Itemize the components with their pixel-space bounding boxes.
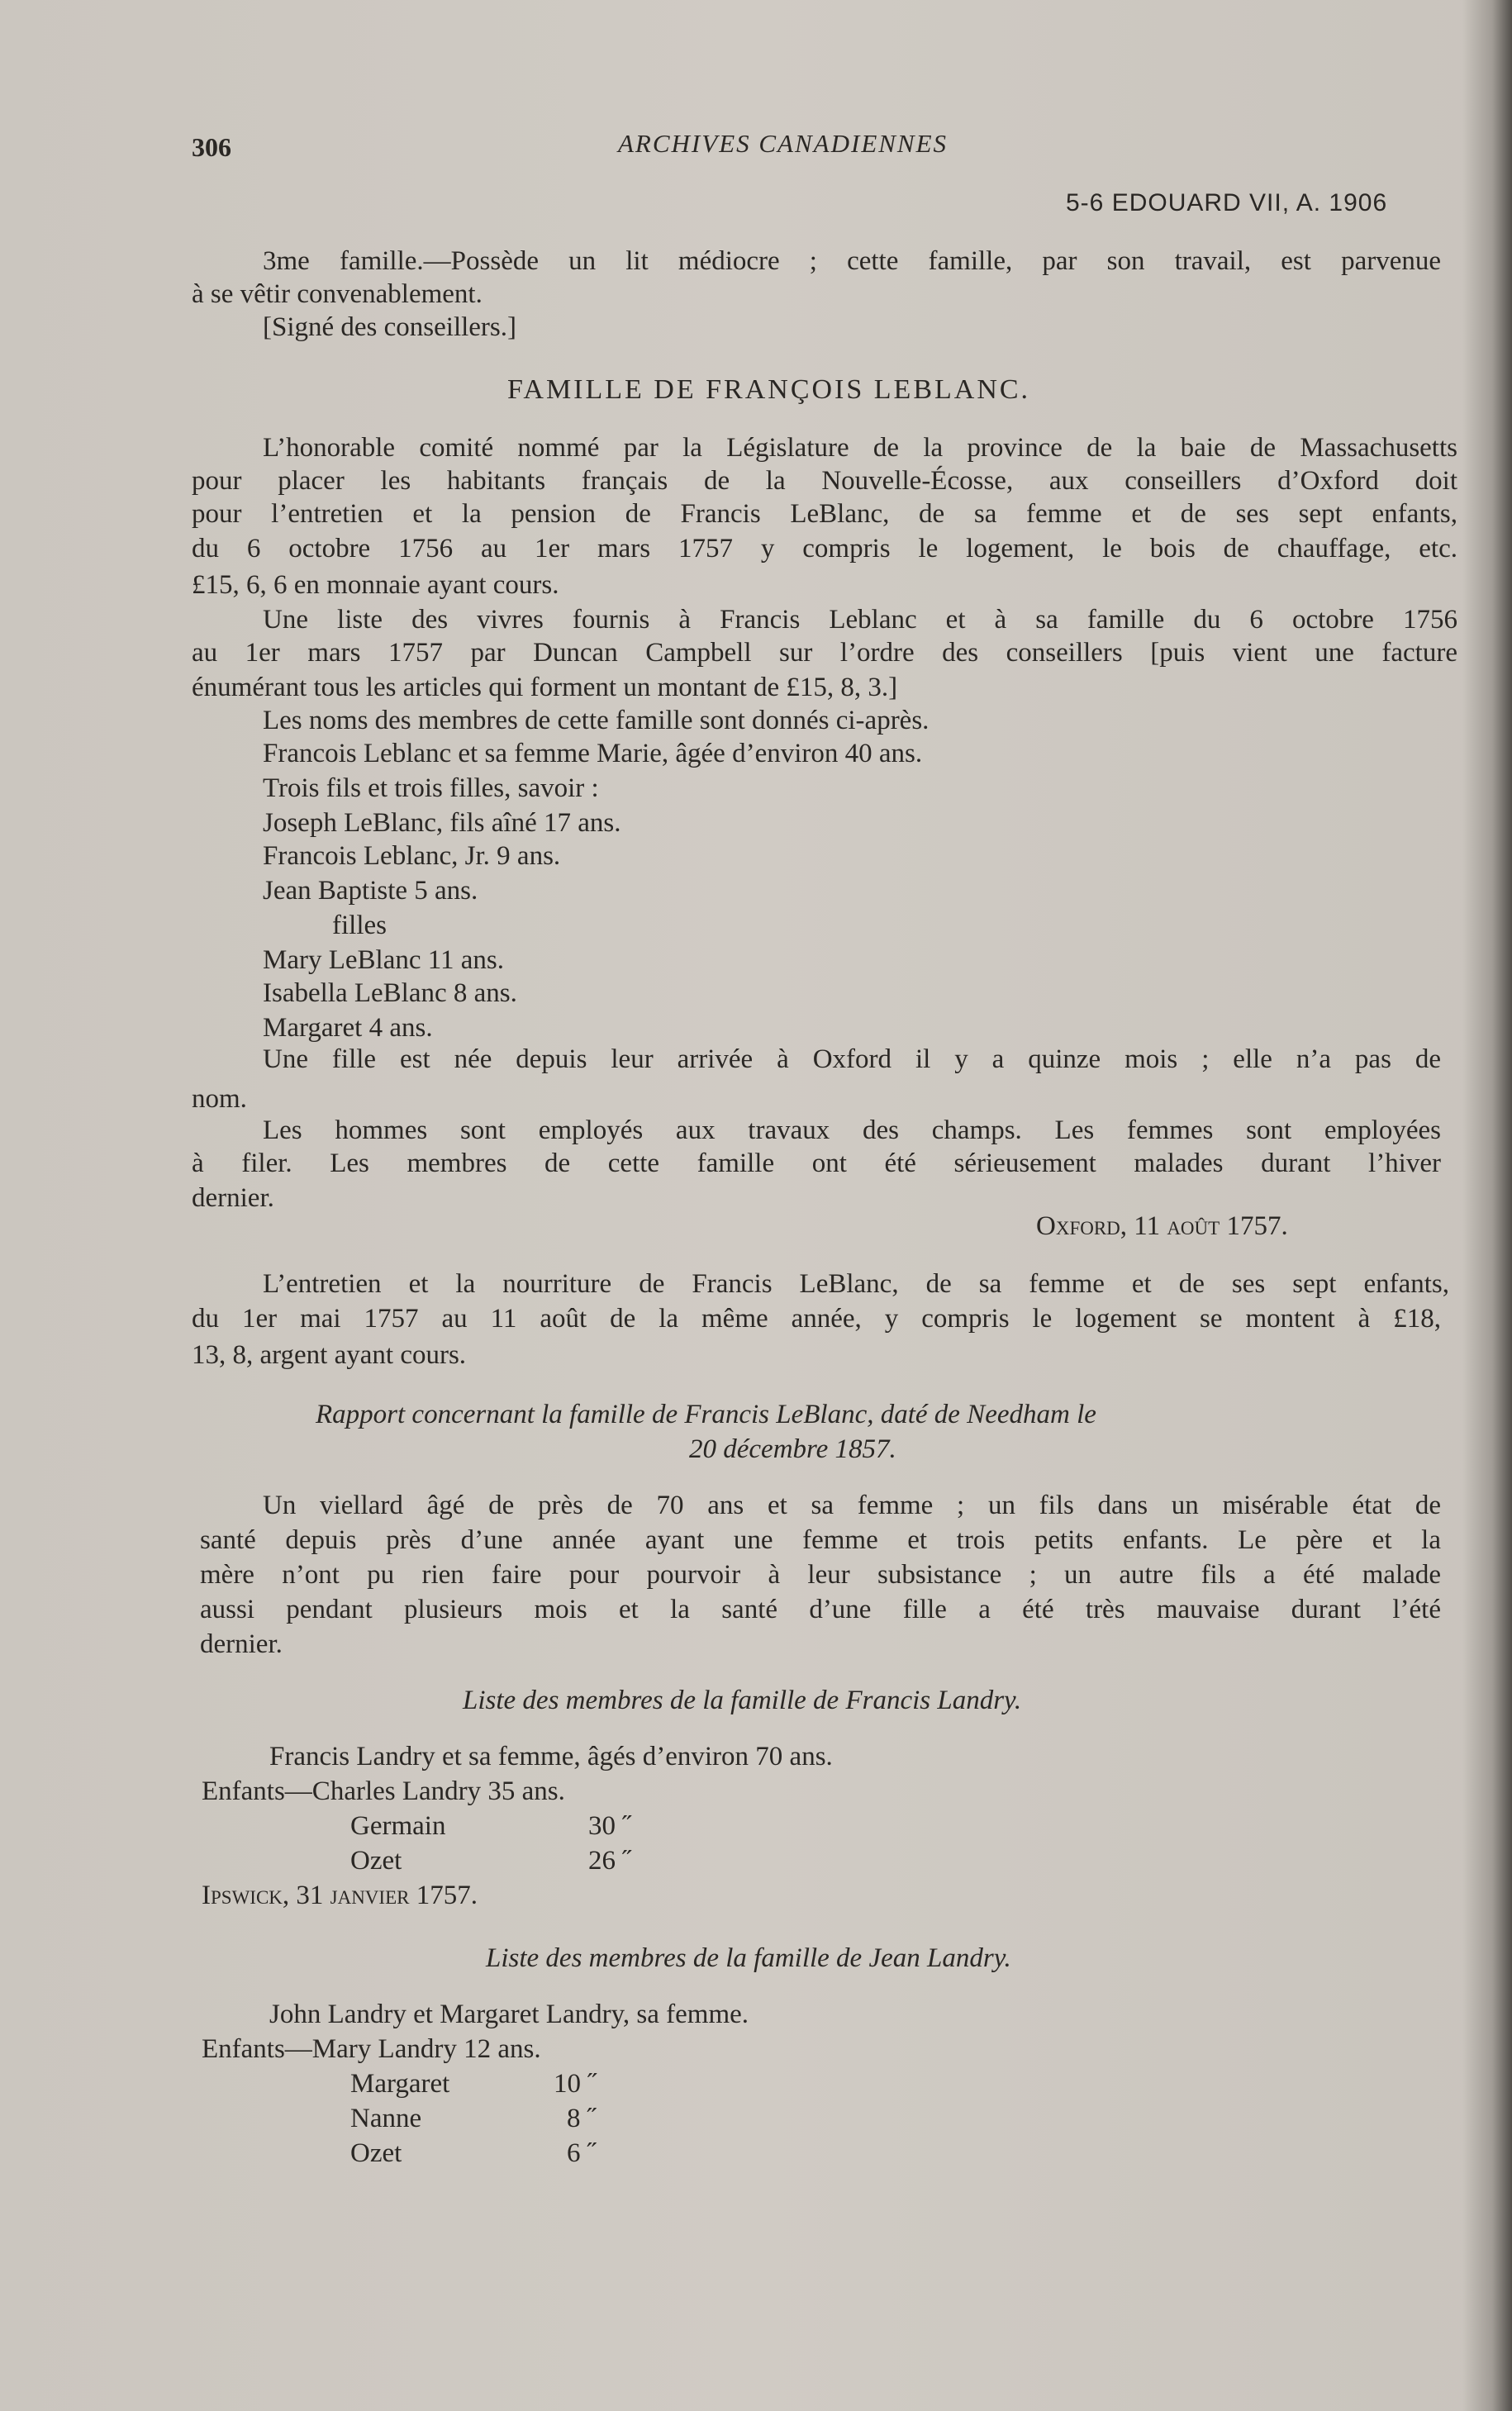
running-title: ARCHIVES CANADIENNES bbox=[618, 129, 949, 158]
text-line: Nanne bbox=[350, 2104, 422, 2133]
section-heading: Liste des membres de la famille de Francis Landry. bbox=[463, 1686, 1022, 1715]
text-line: mère n’ont pu rien faire pour pourvoir à leur subsistance ; un autre fils a été malade bbox=[200, 1560, 1441, 1590]
text-line: Un viellard âgé de près de 70 ans et sa femme ; un fils dans un misérable état de bbox=[263, 1491, 1441, 1520]
text-line: Ozet bbox=[350, 2138, 402, 2168]
text-line: 3me famille.—Possède un lit médiocre ; cette famille, par son travail, est parvenue bbox=[263, 246, 1441, 276]
place-date: Oxford, 11 août 1757. bbox=[1036, 1211, 1288, 1241]
text-line: Isabella LeBlanc 8 ans. bbox=[263, 978, 517, 1008]
text-line: énumérant tous les articles qui forment un montant de £15, 8, 3.] bbox=[192, 673, 898, 702]
section-heading: Liste des membres de la famille de Jean Landry. bbox=[486, 1943, 1011, 1973]
text-line: Jean Baptiste 5 ans. bbox=[263, 876, 478, 906]
text-line: Les hommes sont employés aux travaux des champs. Les femmes sont employées bbox=[263, 1115, 1441, 1145]
text-line: santé depuis près d’une année ayant une femme et trois petits enfants. Le père et la bbox=[200, 1525, 1441, 1555]
text-line: 30 ˝ bbox=[588, 1811, 632, 1841]
text-line: Mary LeBlanc 11 ans. bbox=[263, 945, 505, 975]
text-line: Margaret bbox=[350, 2069, 450, 2099]
section-heading: FAMILLE DE FRANÇOIS LEBLANC. bbox=[507, 374, 1031, 405]
text-line: 8 ˝ bbox=[567, 2104, 597, 2133]
session-label: 5-6 EDOUARD VII, A. 1906 bbox=[1066, 189, 1388, 216]
text-line: Les noms des membres de cette famille sont donnés ci-après. bbox=[263, 706, 930, 735]
text-line: au 1er mars 1757 par Duncan Campbell sur l’ordre des conseillers [puis vient une facture bbox=[192, 638, 1457, 668]
section-heading: 20 décembre 1857. bbox=[689, 1434, 896, 1464]
text-line: Enfants—Charles Landry 35 ans. bbox=[202, 1776, 565, 1806]
text-line: pour l’entretien et la pension de Francis LeBlanc, de sa femme et de ses sept enfants, bbox=[192, 499, 1457, 529]
text-line: filles bbox=[332, 911, 387, 940]
text-line: Francis Landry et sa femme, âgés d’environ 70 ans. bbox=[269, 1742, 833, 1771]
text-line: à se vêtir convenablement. bbox=[192, 279, 483, 309]
place-date: Ipswick, 31 janvier 1757. bbox=[202, 1881, 478, 1910]
text-line: Margaret 4 ans. bbox=[263, 1013, 433, 1043]
text-line: du 1er mai 1757 au 11 août de la même année, y compris le logement se montent à £18, bbox=[192, 1304, 1441, 1334]
page-number: 306 bbox=[192, 132, 231, 162]
text-line: Francois Leblanc et sa femme Marie, âgée d’environ 40 ans. bbox=[263, 739, 923, 768]
text-line: John Landry et Margaret Landry, sa femme. bbox=[269, 2000, 749, 2029]
text-line: [Signé des conseillers.] bbox=[263, 312, 517, 342]
text-line: Une fille est née depuis leur arrivée à Oxford il y a quinze mois ; elle n’a pas de bbox=[263, 1044, 1441, 1074]
text-line: 6 ˝ bbox=[567, 2138, 597, 2168]
page-edge-shadow bbox=[1462, 0, 1512, 2411]
text-line: nom. bbox=[192, 1084, 247, 1114]
text-line: aussi pendant plusieurs mois et la santé d’une fille a été très mauvaise durant l’été bbox=[200, 1595, 1441, 1624]
text-line: 26 ˝ bbox=[588, 1846, 632, 1876]
text-line: à filer. Les membres de cette famille ont été sérieusement malades durant l’hiver bbox=[192, 1148, 1441, 1178]
text-line: 13, 8, argent ayant cours. bbox=[192, 1340, 467, 1370]
text-line: L’entretien et la nourriture de Francis LeBlanc, de sa femme et de ses sept enfants, bbox=[263, 1269, 1449, 1299]
text-line: Francois Leblanc, Jr. 9 ans. bbox=[263, 841, 561, 871]
text-line: L’honorable comité nommé par la Législature de la province de la baie de Massachusetts bbox=[263, 433, 1457, 463]
text-line: dernier. bbox=[200, 1629, 283, 1659]
text-line: Une liste des vivres fournis à Francis Leblanc et à sa famille du 6 octobre 1756 bbox=[263, 605, 1457, 635]
text-line: Germain bbox=[350, 1811, 446, 1841]
text-line: 10 ˝ bbox=[554, 2069, 597, 2099]
text-line: Trois fils et trois filles, savoir : bbox=[263, 773, 599, 803]
text-line: dernier. bbox=[192, 1183, 274, 1213]
text-line: Enfants—Mary Landry 12 ans. bbox=[202, 2034, 541, 2064]
text-line: pour placer les habitants français de la Nouvelle-Écosse, aux conseillers d’Oxford doit bbox=[192, 466, 1457, 496]
text-line: Ozet bbox=[350, 1846, 402, 1876]
section-heading: Rapport concernant la famille de Francis LeBlanc, daté de Needham le bbox=[316, 1400, 1096, 1429]
text-line: du 6 octobre 1756 au 1er mars 1757 y compris le logement, le bois de chauffage, etc. bbox=[192, 534, 1457, 564]
text-line: Joseph LeBlanc, fils aîné 17 ans. bbox=[263, 808, 621, 838]
text-line: £15, 6, 6 en monnaie ayant cours. bbox=[192, 570, 559, 600]
